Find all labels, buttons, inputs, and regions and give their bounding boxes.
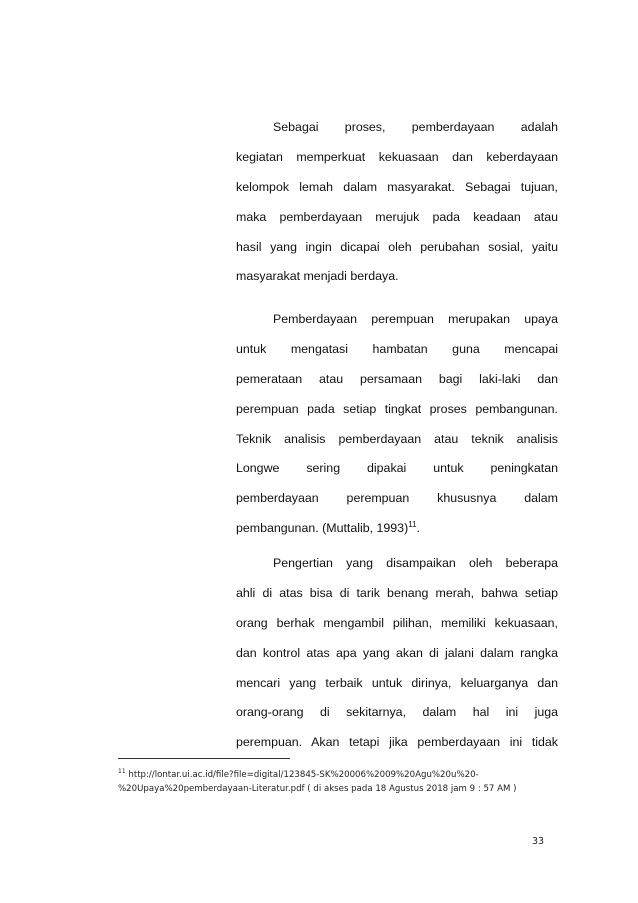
text-line: Pengertian yang disampaikan oleh beberapa [273,556,558,570]
text-line: masyarakat menjadi berdaya. [236,269,399,284]
text-line: perempuan pada setiap tingkat proses pembangunan. [236,401,558,416]
footnote-line-1 [118,768,558,782]
footnote-separator [118,758,290,759]
text-line: kelompok lemah dalam masyarakat. Sebagai tujuan, [236,179,558,194]
paragraph-3 [236,554,558,763]
footnote-number: 11 [118,768,126,776]
footnote-url: http://lontar.ui.ac.id/file?file=digital/123845-SK%20006%2009%20Agu%20u%20- [128,770,479,780]
text-line: orang-orang di sekitarnya, dalam hal ini juga [236,705,558,720]
text-line: Longwe sering dipakai untuk peningkatan [236,461,558,476]
text-line: ahli di atas bisa di tarik benang merah, bahwa setiap [236,585,558,600]
text-line: orang berhak mengambil pilihan, memiliki kekuasaan, [236,615,558,630]
text-line: Sebagai proses, pemberdayaan adalah [273,120,558,134]
footnote-line-2: %20Upaya%20pemberdayaan-Literatur.pdf ( di akses pada 18 Agustus 2018 jam 9 : 57 AM ) [118,784,517,794]
text-line: Pemberdayaan perempuan merupakan upaya [273,312,558,326]
text-line: perempuan. Akan tetapi jika pemberdayaan ini tidak [236,735,558,750]
footnote [118,768,558,796]
text-line: kegiatan memperkuat kekuasaan dan keberdayaan [236,149,558,164]
text-line: pemerataan atau persamaan bagi laki-laki dan [236,371,558,386]
text-line: hasil yang ingin dicapai oleh perubahan sosial, yaitu [236,239,558,254]
text-line: dan kontrol atas apa yang akan di jalani dalam rangka [236,645,558,660]
text-line: untuk mengatasi hambatan guna mencapai [236,341,558,356]
text-line: mencari yang terbaik untuk dirinya, keluarganya dan [236,675,558,690]
page-number: 33 [532,836,545,847]
sentence-period: . [416,521,420,536]
text-line: Teknik analisis pemberdayaan atau teknik analisis [236,431,558,446]
footnote-reference: 11 [408,520,417,530]
text-line-with-citation [236,519,558,537]
text-line: pemberdayaan perempuan khususnya dalam [236,491,558,506]
paragraph-1 [236,118,558,297]
paragraph-2 [236,310,558,549]
text-line: maka pemberdayaan merujuk pada keadaan atau [236,209,558,224]
citation-text: pembangunan. (Muttalib, 1993) [236,521,409,536]
